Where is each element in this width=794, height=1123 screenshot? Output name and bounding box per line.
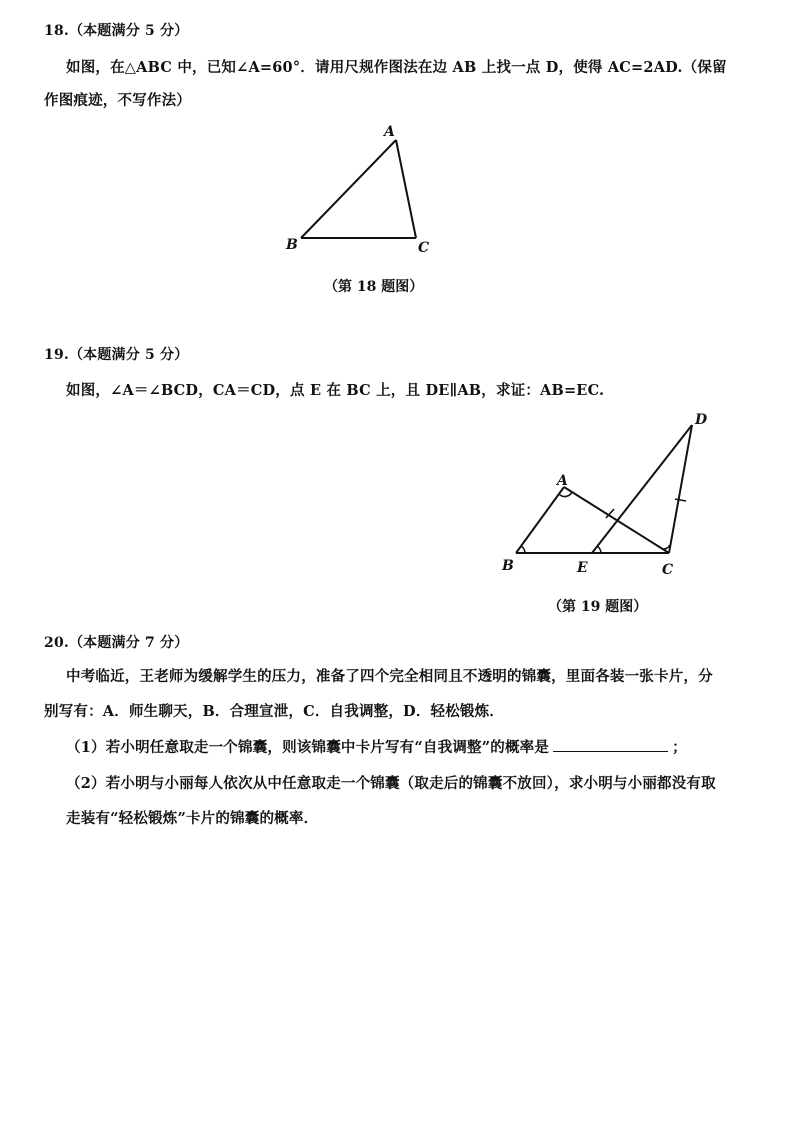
q19-segment-dc xyxy=(669,425,692,553)
q18-header: 18.（本题满分 5 分） xyxy=(44,23,189,39)
q18-body-line2: 作图痕迹，不写作法） xyxy=(44,92,191,109)
q20-part1 xyxy=(66,739,687,757)
q20-body-line2: 别写有：A．师生聊天，B．合理宣泄，C．自我调整，D．轻松锻炼． xyxy=(44,703,505,720)
q19-tick-dc xyxy=(675,499,686,501)
q18-label-a: A xyxy=(384,124,395,140)
q19-angle-mark-c xyxy=(662,545,670,549)
q18-label-c: C xyxy=(418,240,430,256)
q19-angle-mark-b xyxy=(521,546,525,553)
q19-body: 如图，∠A＝∠BCD，CA＝CD，点 E 在 BC 上，且 DE∥AB，求证：AB=EC. xyxy=(66,382,605,399)
q18-caption: （第 18 题图） xyxy=(324,279,424,295)
q20-body-line1: 中考临近，王老师为缓解学生的压力，准备了四个完全相同且不透明的锦囊，里面各装一张卡片，分 xyxy=(66,668,713,685)
q20-part2-line2: 走装有“轻松锻炼”卡片的锦囊的概率． xyxy=(66,810,319,827)
q20-part1-end: ； xyxy=(672,739,687,756)
q19-label-c: C xyxy=(662,562,674,578)
q18-label-b: B xyxy=(286,237,298,253)
q20-part2-line1: （2）若小明与小丽每人依次从中任意取走一个锦囊（取走后的锦囊不放回），求小明与小丽都没有取 xyxy=(66,775,716,792)
q19-header: 19.（本题满分 5 分） xyxy=(44,347,189,363)
q19-label-b: B xyxy=(502,558,514,574)
q20-header: 20.（本题满分 7 分） xyxy=(44,635,189,651)
q19-segment-de xyxy=(592,425,692,553)
q19-segment-ac xyxy=(564,487,669,553)
q19-angle-mark-e xyxy=(597,546,601,553)
q18-body-line1: 如图，在△ABC 中，已知∠A=60°．请用尺规作图法在边 AB 上找一点 D，使得 AC=2AD.（保留 xyxy=(66,59,727,76)
q19-segment-ab xyxy=(516,487,564,553)
q19-label-d: D xyxy=(695,412,708,428)
q20-answer-blank xyxy=(553,739,668,752)
q20-part1-text: （1）若小明任意取走一个锦囊，则该锦囊中卡片写有“自我调整”的概率是 xyxy=(66,739,550,756)
q19-caption: （第 19 题图） xyxy=(548,599,648,615)
q19-label-a: A xyxy=(557,473,568,489)
q19-label-e: E xyxy=(577,560,588,576)
